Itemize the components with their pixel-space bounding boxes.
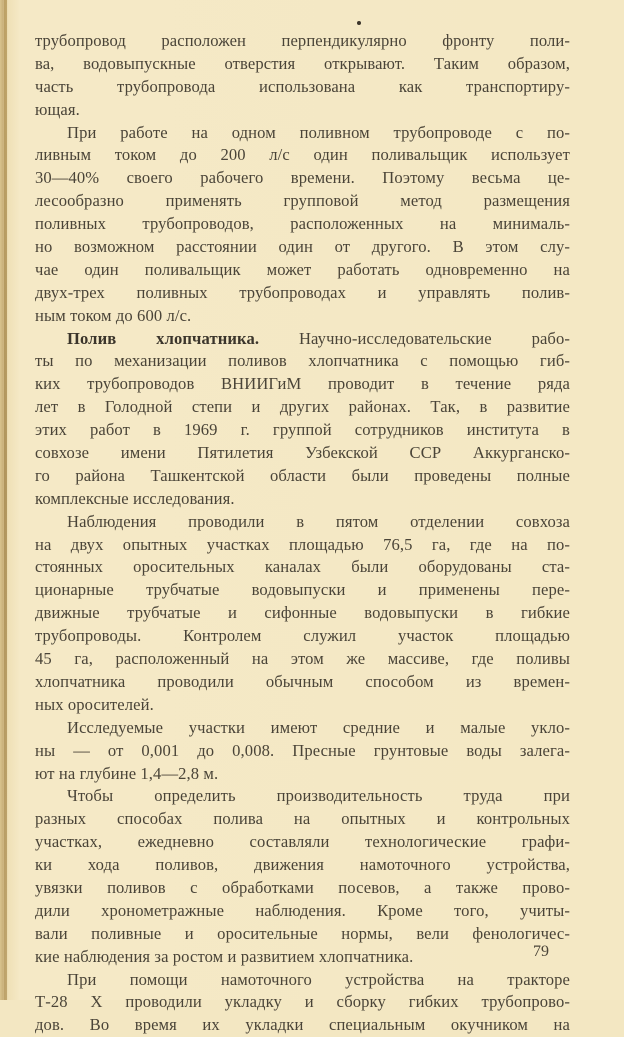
page-number: 79 [533, 943, 549, 960]
page-body [35, 30, 570, 1037]
text-line: ливным током до 200 л/с один поливальщик использует [35, 145, 570, 165]
text-line: ва, водовыпускные отверстия открывают. Таким образом, [35, 53, 570, 73]
text-line: ных оросителей. [35, 694, 154, 714]
text-line: трубопроводы. Контролем служил участок площадью [35, 626, 570, 646]
text-line: дов. Во время их укладки специальным окучником на [35, 1015, 570, 1035]
text-line: 30—40% своего рабочего времени. Поэтому весьма це- [35, 168, 570, 188]
text-line: Чтобы определить производительность труда при [67, 786, 570, 806]
text-line: комплексные исследования. [35, 488, 235, 508]
text-line: стоянных оросительных каналах были оборудованы ста- [35, 557, 570, 577]
paragraph [35, 30, 570, 122]
text-line: ционарные трубчатые водовыпуски и применены пере- [35, 580, 570, 600]
text-line: ких трубопроводов ВНИИГиМ проводит в течение ряда [35, 374, 570, 394]
text-line: чае один поливальщик может работать одновременно на [35, 259, 570, 279]
text-line: Исследуемые участки имеют средние и малые укло- [67, 717, 570, 737]
paragraph [35, 511, 570, 717]
text-line: разных способах полива на опытных и контрольных [35, 809, 570, 829]
text-line: ным током до 600 л/с. [35, 305, 192, 325]
text-line: увязки поливов с обработками посевов, а также прово- [35, 877, 570, 897]
text-line: движные трубчатые и сифонные водовыпуски в гибкие [35, 603, 570, 623]
text-line: го района Ташкентской области были проведены полные [35, 465, 570, 485]
text-line: двух-трех поливных трубопроводах и управлять полив- [35, 282, 570, 302]
text-line: ющая. [35, 99, 80, 119]
text-line: 45 га, расположенный на этом же массиве, где поливы [35, 649, 570, 669]
text-line: совхозе имени Пятилетия Узбекской ССР Аккурганско- [35, 443, 570, 463]
text-line: лет в Голодной степи и других районах. Так, в развитие [35, 397, 570, 417]
print-mark [357, 21, 361, 25]
paragraph [35, 785, 570, 968]
paragraph [35, 328, 570, 511]
section-heading: Полив хлопчатника. [67, 328, 260, 348]
text-line: ты по механизации поливов хлопчатника с помощью гиб- [35, 351, 570, 371]
text-line: лесообразно применять групповой метод размещения [35, 191, 570, 211]
text-line: поливных трубопроводов, расположенных на минималь- [35, 214, 570, 234]
text-line: трубопровод расположен перпендикулярно фронту поли- [35, 31, 570, 50]
text-line: ют на глубине 1,4—2,8 м. [35, 763, 219, 783]
text-line: хлопчатника проводили обычным способом из времен- [35, 671, 570, 691]
text-line: Т-28 Х проводили укладку и сборку гибких трубопрово- [35, 992, 570, 1012]
text-line: кие наблюдения за ростом и развитием хлопчатника. [35, 946, 414, 966]
text-line: на двух опытных участках площадью 76,5 га, где на по- [35, 534, 570, 554]
text-fragment: Научно-исследовательские рабо- [259, 328, 570, 348]
text-line: вали поливные и оросительные нормы, вели фенологичес- [35, 923, 570, 943]
text-line: При работе на одном поливном трубопроводе с по- [67, 122, 570, 142]
text-line: участках, ежедневно составляли технологические графи- [35, 832, 570, 852]
text-line: этих работ в 1969 г. группой сотрудников института в [35, 420, 570, 440]
paragraph [35, 717, 570, 786]
text-line: Наблюдения проводили в пятом отделении совхоза [67, 511, 570, 531]
paragraph [35, 969, 570, 1037]
text-line: часть трубопровода использована как транспортиру- [35, 76, 570, 96]
paragraph [35, 122, 570, 328]
text-line: ны — от 0,001 до 0,008. Пресные грунтовые воды залега- [35, 740, 570, 760]
page-binding-edge [4, 0, 7, 1000]
text-line: При помощи намоточного устройства на тракторе [67, 969, 570, 989]
text-line: но возможном расстоянии один от другого. В этом слу- [35, 237, 570, 257]
text-line: ки хода поливов, движения намоточного устройства, [35, 855, 570, 875]
text-line [35, 328, 570, 351]
text-line: дили хронометражные наблюдения. Кроме того, учиты- [35, 900, 570, 920]
